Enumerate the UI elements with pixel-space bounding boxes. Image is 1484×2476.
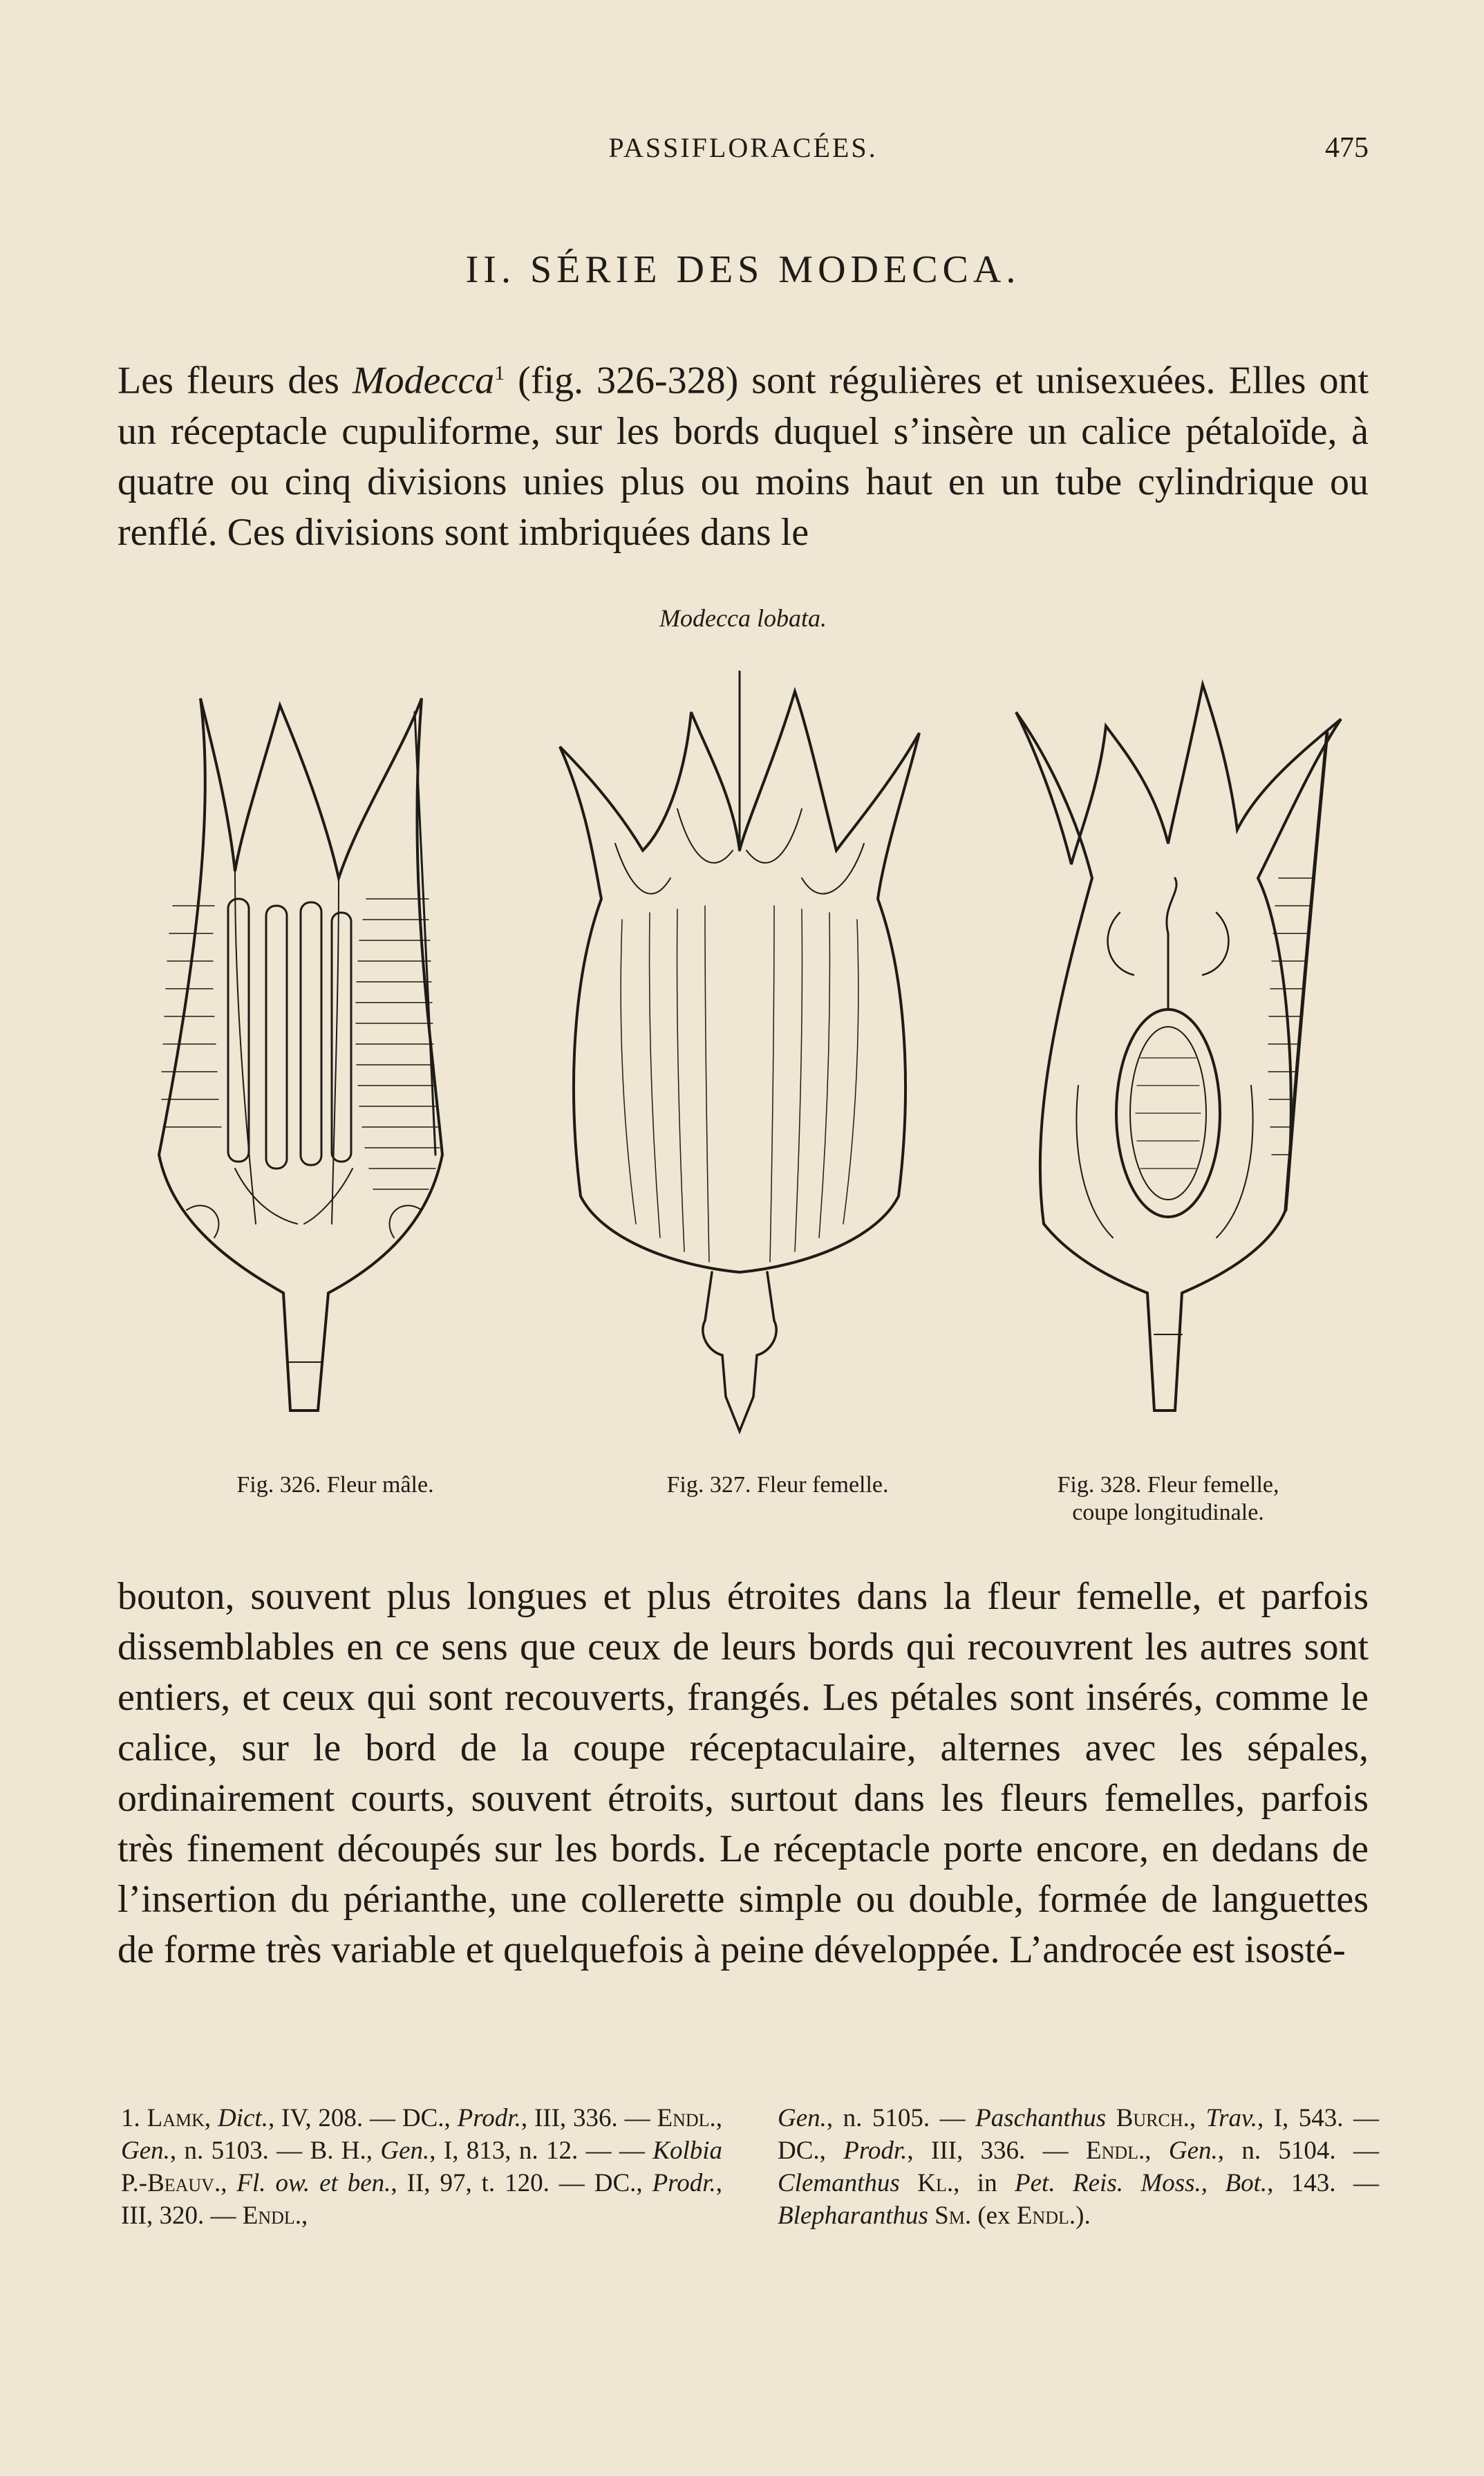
caption-328-line1: Fig. 328. Fleur femelle, [1057, 1472, 1279, 1498]
footnote-ref: 1 [494, 362, 505, 384]
page-number: 475 [1325, 132, 1369, 164]
female-flower-engraving [532, 671, 947, 1452]
running-title: PASSIFLORACÉES. [608, 132, 878, 163]
caption-326: Fig. 326. Fleur mâle. [236, 1472, 434, 1498]
male-flower-engraving [131, 671, 546, 1452]
paragraph-1 [118, 348, 1369, 558]
caption-327: Fig. 327. Fleur femelle. [666, 1472, 889, 1498]
footnote-column-left: 1. Lamk, Dict., IV, 208. — DC., Prodr., III, 336. — Endl., Gen., n. 5103. — B. H., Gen., I, 813, n. 12. — — Kolbia P.-Beauv., Fl. ow. et ben., II, 97, t. 120. — DC., Prodr., III, 320. — Endl., [121, 2104, 723, 2230]
figure-327-female-flower [532, 671, 947, 1452]
caption-328 [995, 1471, 1341, 1527]
footnotes [121, 2102, 1380, 2268]
caption-328-line2: coupe longitudinale. [1072, 1500, 1264, 1525]
figure-326-male-flower [131, 671, 546, 1452]
genus-name: Modecca [352, 359, 495, 402]
paragraph-1-lead: Les fleurs des [118, 359, 353, 402]
footnote-column-right: Gen., n. 5105. — Paschanthus Burch., Trav., I, 543. — DC., Prodr., III, 336. — Endl., Gen., n. 5104. — Clemanthus Kl., in Pet. Reis. Moss., Bot., 143. — Blepharanthus Sm. (ex Endl.). [778, 2104, 1380, 2230]
paragraph-2: bouton, souvent plus longues et plus étroites dans la fleur femelle, et parfois dissemblables en ce sens que ceux de leurs bords qui recouvrent les autres sont entiers, et ceux qui sont recouverts, frangés. Les pétales sont insérés, comme le calice, sur le bord de la coupe réceptaculaire, alternes avec les sépales, ordinairement courts, souvent étroits, surtout dans les fleurs femelles, parfois très finement découpés sur les bords. Le réceptacle porte encore, en dedans de l’insertion du périanthe, une collerette simple ou double, formée de languettes de forme très variable et quelquefois à peine développée. L’androcée est isosté- [118, 1575, 1369, 1971]
section-engraving [954, 671, 1369, 1452]
plate-title: Modecca lobata. [659, 604, 827, 632]
running-head [118, 131, 1369, 173]
figure-328-section [954, 671, 1369, 1452]
paragraph-1-text: (fig. 326-328) sont régulières et unisexuées. Elles ont un réceptacle cupuliforme, sur les bords duquel s’insère un calice pétaloïde, à quatre ou cinq divisions unies plus ou moins haut en un tube cylindrique ou renflé. Ces divisions sont imbriquées dans le [118, 359, 1369, 554]
section-title: II. SÉRIE DES MODECCA. [465, 248, 1021, 291]
